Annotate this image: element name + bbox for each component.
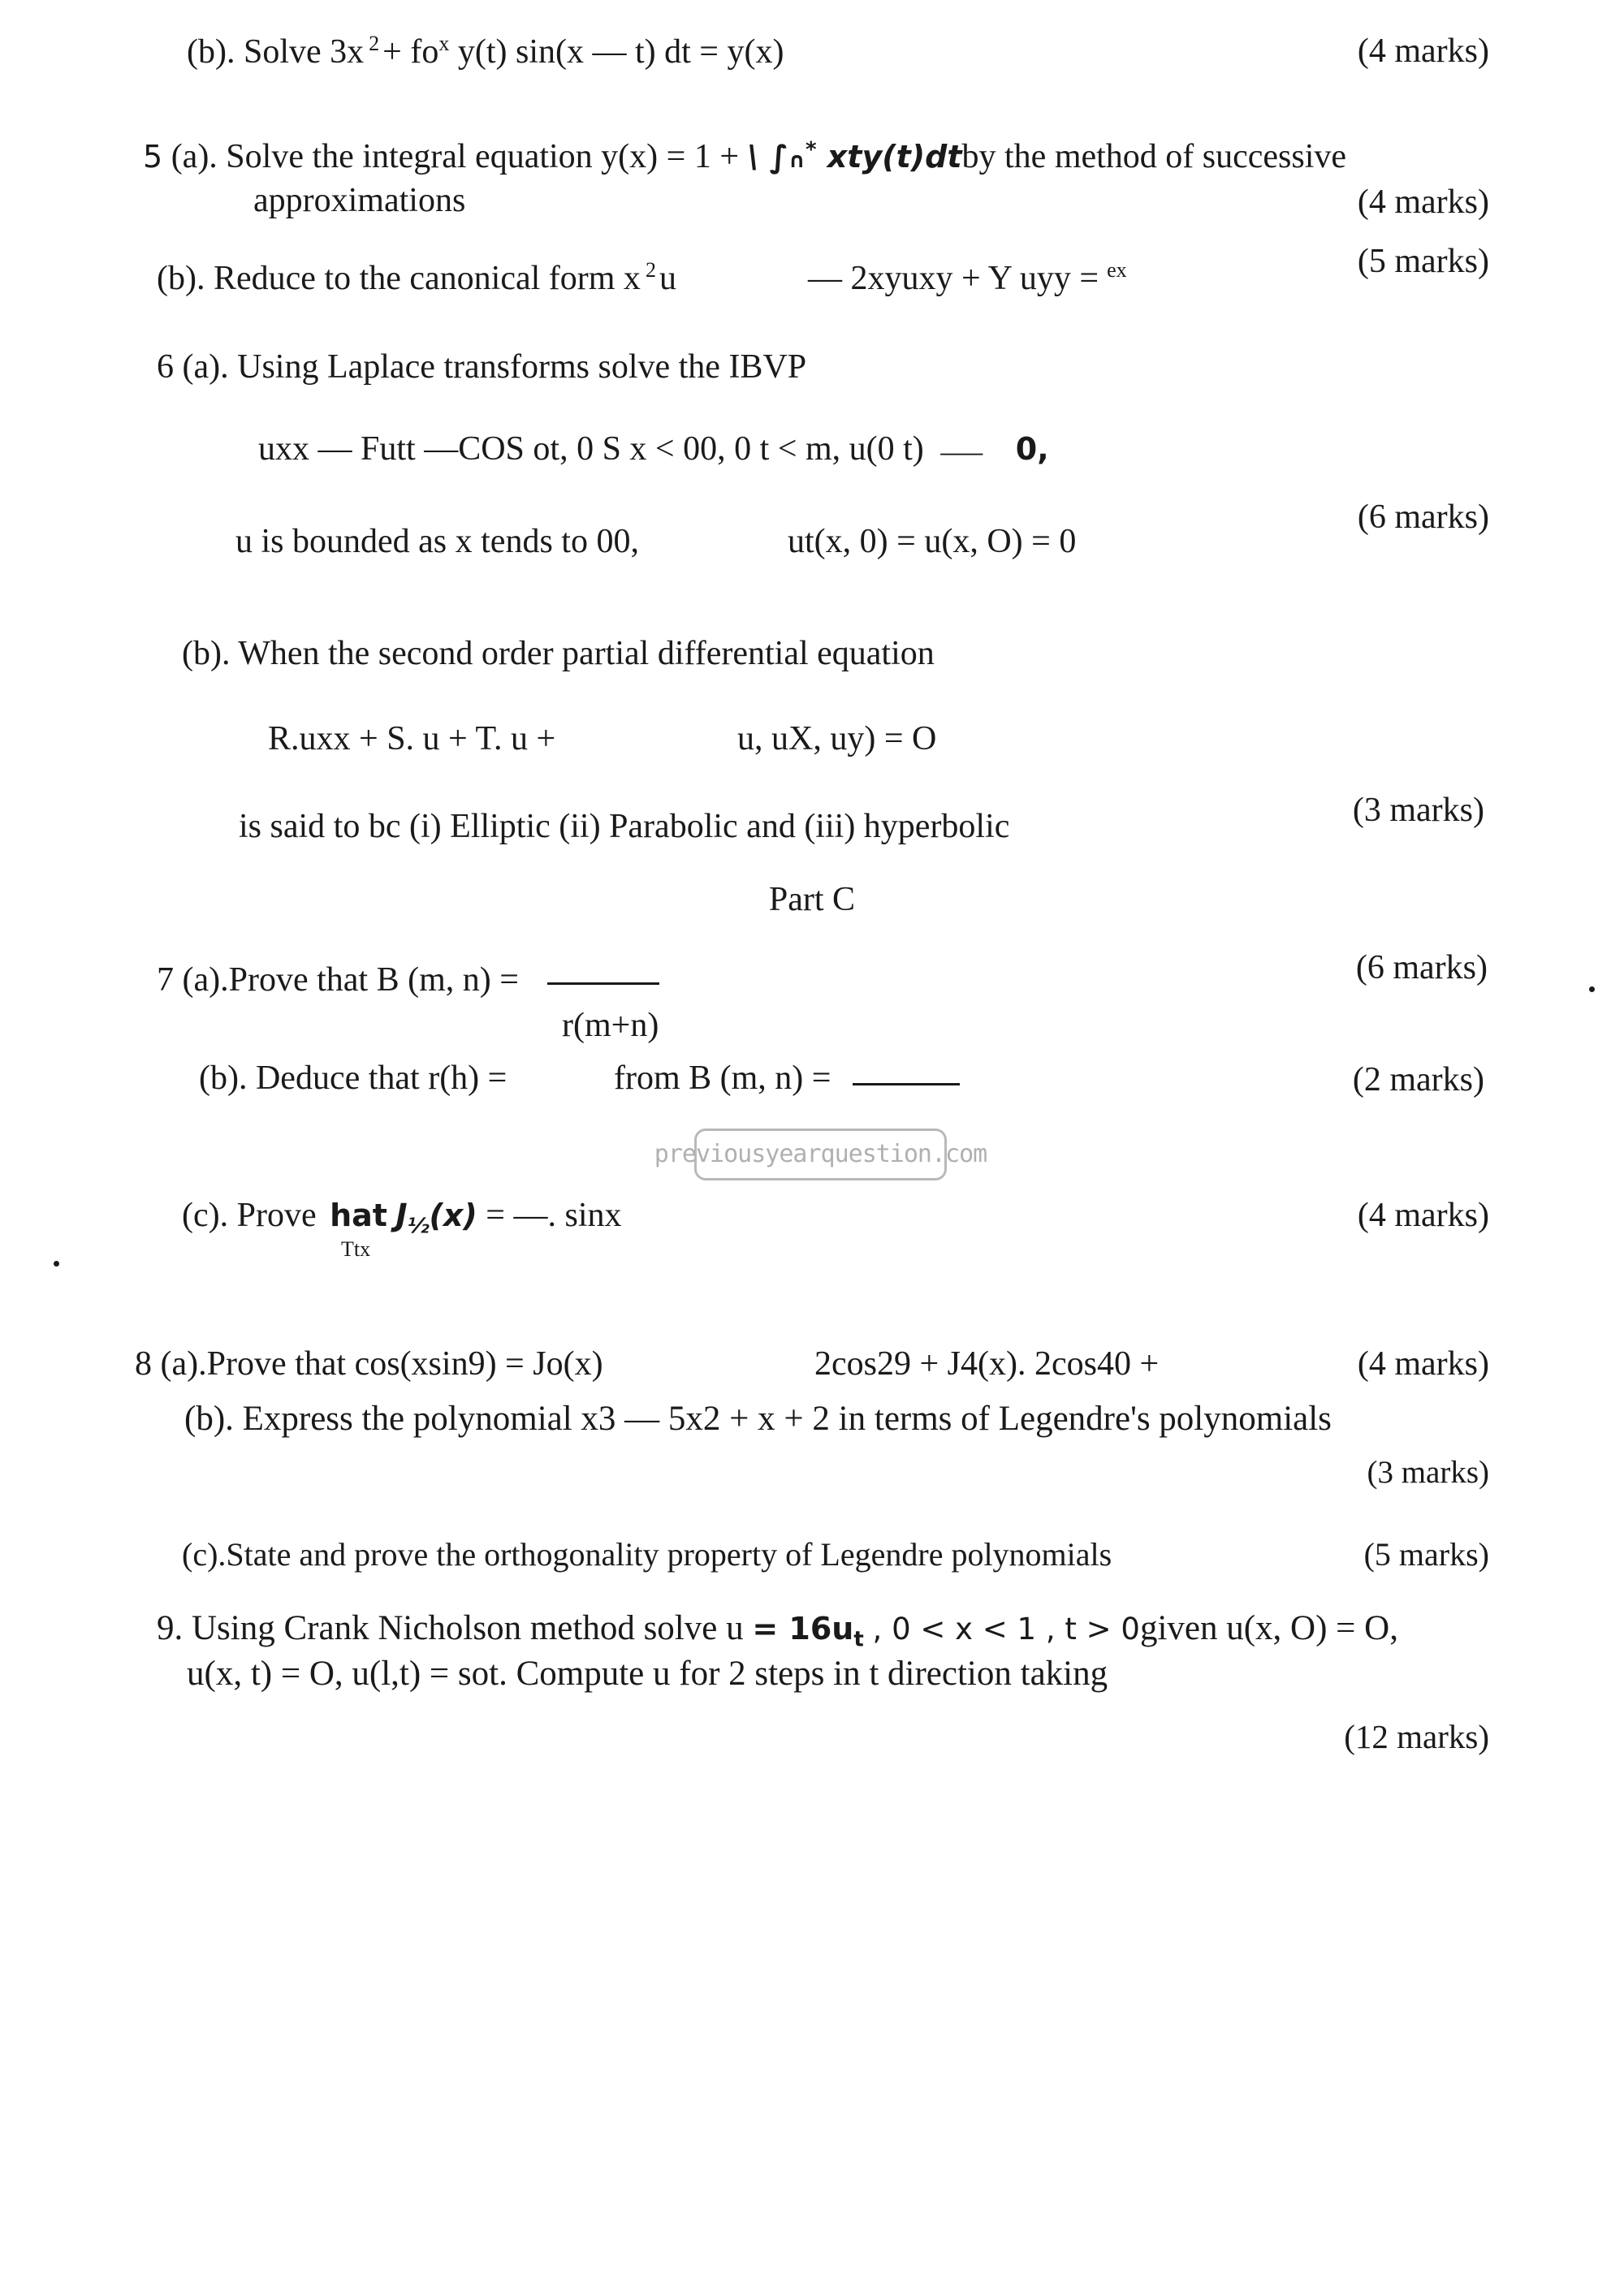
q6b-continuation: is said to bc (i) Elliptic (ii) Parabolic and (iii) hyperbolic xyxy=(239,808,1010,845)
q6a-marks: (6 marks) xyxy=(1357,498,1489,536)
q7c-marks: (4 marks) xyxy=(1357,1197,1489,1234)
q8a-right: 2cos29 + J4(x). 2cos40 + xyxy=(814,1345,1160,1383)
q8c-text: (c).State and prove the orthogonality property of Legendre polynomials xyxy=(182,1536,1112,1573)
q7c-text: (c). Prove hat $J_{\frac{1}{2}}(x)$ = —. sinx xyxy=(182,1197,622,1239)
q6b-text: (b). When the second order partial differential equation xyxy=(182,635,935,672)
q7a-fraction-line xyxy=(547,982,659,985)
q8b-marks: (3 marks) xyxy=(1367,1455,1489,1490)
q5b-marks: (5 marks) xyxy=(1357,243,1489,280)
q6a-equation-2-right: ut(x, 0) = u(x, O) = 0 xyxy=(788,523,1077,560)
q8a-marks: (4 marks) xyxy=(1357,1345,1489,1383)
q5a-marks: (4 marks) xyxy=(1357,183,1489,221)
q6b-equation-right: u, uX, uy) = O xyxy=(737,720,937,757)
section-heading-part-c: Part C xyxy=(768,881,856,918)
q8b-text: (b). Express the polynomial x3 — 5x2 + x + 2 in terms of Legendre's polynomials xyxy=(184,1400,1332,1438)
q7b-right: from B (m, n) = xyxy=(614,1060,831,1097)
q8c-marks: (5 marks) xyxy=(1363,1536,1489,1573)
q7c-subscript: Ttx xyxy=(341,1237,371,1261)
q5b-left: (b). Reduce to the canonical form x $^2$u xyxy=(157,258,676,297)
q5a-continuation: approximations xyxy=(253,182,466,219)
q6a-equation-2-left: u is bounded as x tends to 00, xyxy=(235,523,639,560)
q6b-marks: (3 marks) xyxy=(1352,792,1484,829)
q7a-denominator: r(m+n) xyxy=(562,1007,659,1044)
q6a-text: 6 (a). Using Laplace transforms solve the IBVP xyxy=(157,348,807,386)
q6a-equation-1: uxx — Futt —COS ot, 0 S x < 00, 0 t < m, u(0 t) —— 0, xyxy=(258,430,1049,468)
watermark-stamp: previousyearquestion.com xyxy=(694,1129,947,1180)
q8a-left: 8 (a).Prove that cos(xsin9) = Jo(x) xyxy=(135,1345,603,1383)
q4b-marks: (4 marks) xyxy=(1357,32,1489,70)
q7b-marks: (2 marks) xyxy=(1352,1061,1484,1098)
q7b-fraction-line xyxy=(853,1083,960,1085)
stray-dot xyxy=(1589,986,1595,992)
q9-line-2: u(x, t) = O, u(l,t) = sot. Compute u for 2 steps in t direction taking xyxy=(187,1655,1108,1693)
q7a-text: 7 (a).Prove that B (m, n) = xyxy=(157,961,519,999)
q9-line-1: 9. Using Crank Nicholson method solve $u = 16u_t$ , 0 < x < 1 , t > 0given u(x, O) = O, xyxy=(157,1609,1398,1652)
q5b-right: — 2xyuxy + Y uyy = $^{ex}$ xyxy=(808,258,1127,297)
q6b-equation-left: R.uxx + S. u + T. u + xyxy=(268,720,556,757)
stray-dot xyxy=(54,1261,59,1267)
q4b-text: (b). Solve 3x $^2+ fo^x$ y(t) sin(x — t) dt = y(x) xyxy=(187,32,784,71)
q7a-marks: (6 marks) xyxy=(1355,949,1488,986)
q7b-left: (b). Deduce that r(h) = xyxy=(199,1060,508,1097)
q5a-text: 5 (a). Solve the integral equation y(x) = 1 + \ ∫∩* xty(t)dtby the method of successive xyxy=(143,137,1347,175)
q9-marks: (12 marks) xyxy=(1344,1718,1489,1755)
